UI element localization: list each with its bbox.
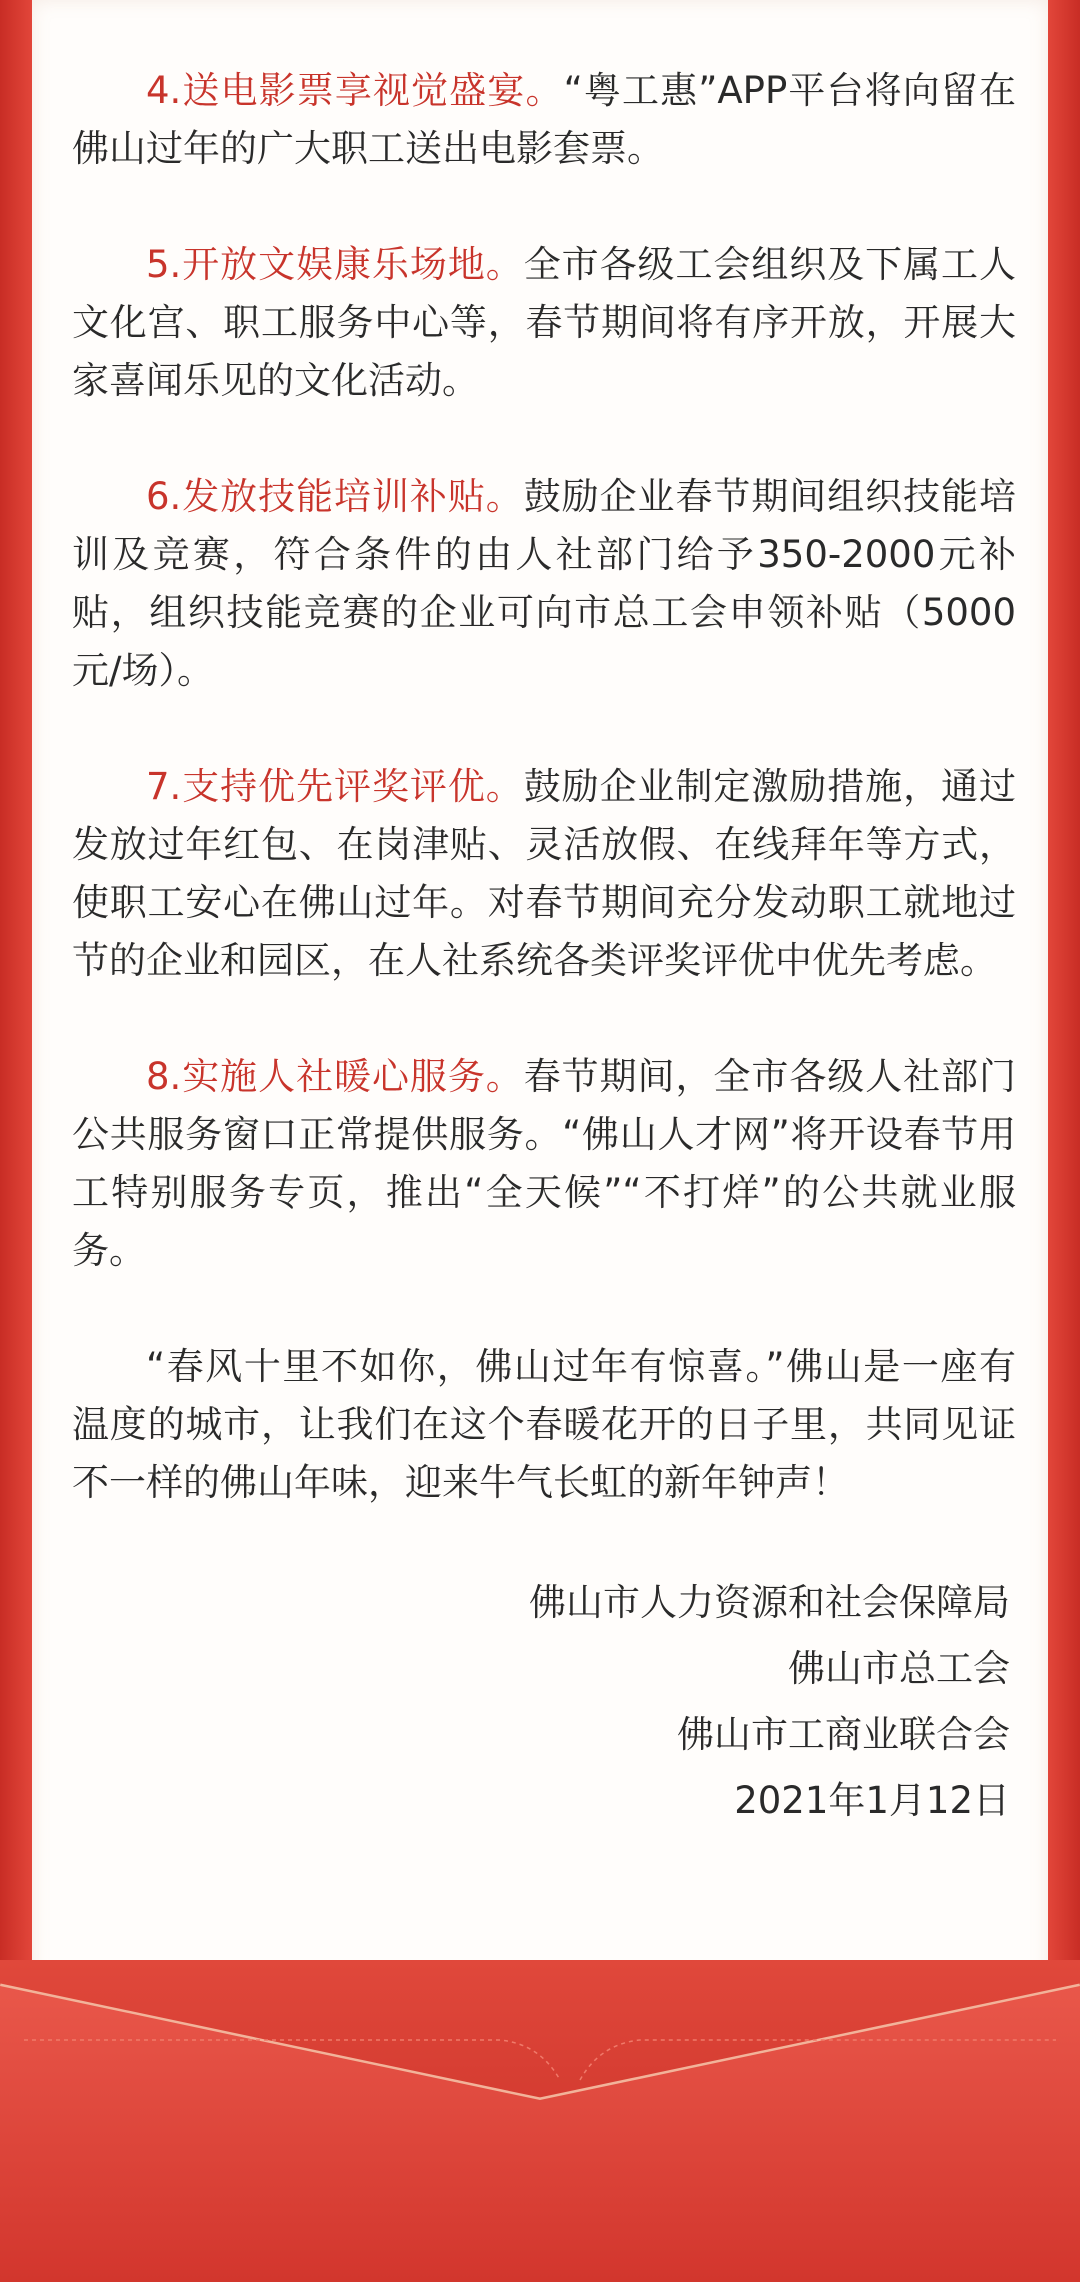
closing-paragraph: “春风十里不如你，佛山过年有惊喜。”佛山是一座有温度的城市，让我们在这个春暖花开的日子里，共同见证不一样的佛山年味，迎来牛气长虹的新年钟声！: [72, 1345, 1016, 1504]
measure-text: “粤工惠”APP平台将向留在佛山过年的广大职工送出电影套票。: [72, 69, 1016, 170]
measure-text: 春节期间，全市各级人社部门公共服务窗口正常提供服务。“佛山人才网”将开设春节用工特别服务专页，推出“全天候”“不打烊”的公共就业服务。: [72, 1055, 1017, 1272]
measure-item-8: [72, 1048, 1016, 1280]
measure-item-6: [72, 468, 1016, 700]
measure-text: 全市各级工会组织及下属工人文化宫、职工服务中心等，春节期间将有序开放，开展大家喜闻乐见的文化活动。: [72, 243, 1017, 402]
signature-date: 2021年1月12日: [734, 1779, 1010, 1822]
red-envelope-footer: [0, 1960, 1080, 2282]
measure-heading: 5.开放文娱康乐场地。: [146, 243, 524, 286]
signature-org-commerce: 佛山市工商业联合会: [677, 1713, 1010, 1756]
signature-org-hrss: 佛山市人力资源和社会保障局: [529, 1581, 1010, 1624]
measure-heading: 4.送电影票享视觉盛宴。: [146, 69, 564, 112]
signature-block: [72, 1570, 1016, 1834]
measure-heading: 7.支持优先评奖评优。: [146, 765, 524, 808]
measure-text: 鼓励企业春节期间组织技能培训及竞赛，符合条件的由人社部门给予350-2000元补贴，组织技能竞赛的企业可向市总工会申领补贴（5000元/场）。: [72, 475, 1017, 692]
measure-item-7: [72, 758, 1016, 990]
measure-item-4: [72, 62, 1016, 178]
red-frame-left: [0, 0, 32, 2282]
measure-text: 鼓励企业制定激励措施，通过发放过年红包、在岗津贴、灵活放假、在线拜年等方式，使职工安心在佛山过年。对春节期间充分发动职工就地过节的企业和园区，在人社系统各类评奖评优中优先考虑。: [72, 765, 1017, 982]
signature-org-union: 佛山市总工会: [788, 1647, 1010, 1690]
measure-heading: 8.实施人社暖心服务。: [146, 1055, 524, 1098]
measure-heading: 6.发放技能培训补贴。: [146, 475, 524, 518]
article-body: [72, 62, 1016, 1834]
red-frame-right: [1048, 0, 1080, 2282]
measure-item-5: [72, 236, 1016, 410]
